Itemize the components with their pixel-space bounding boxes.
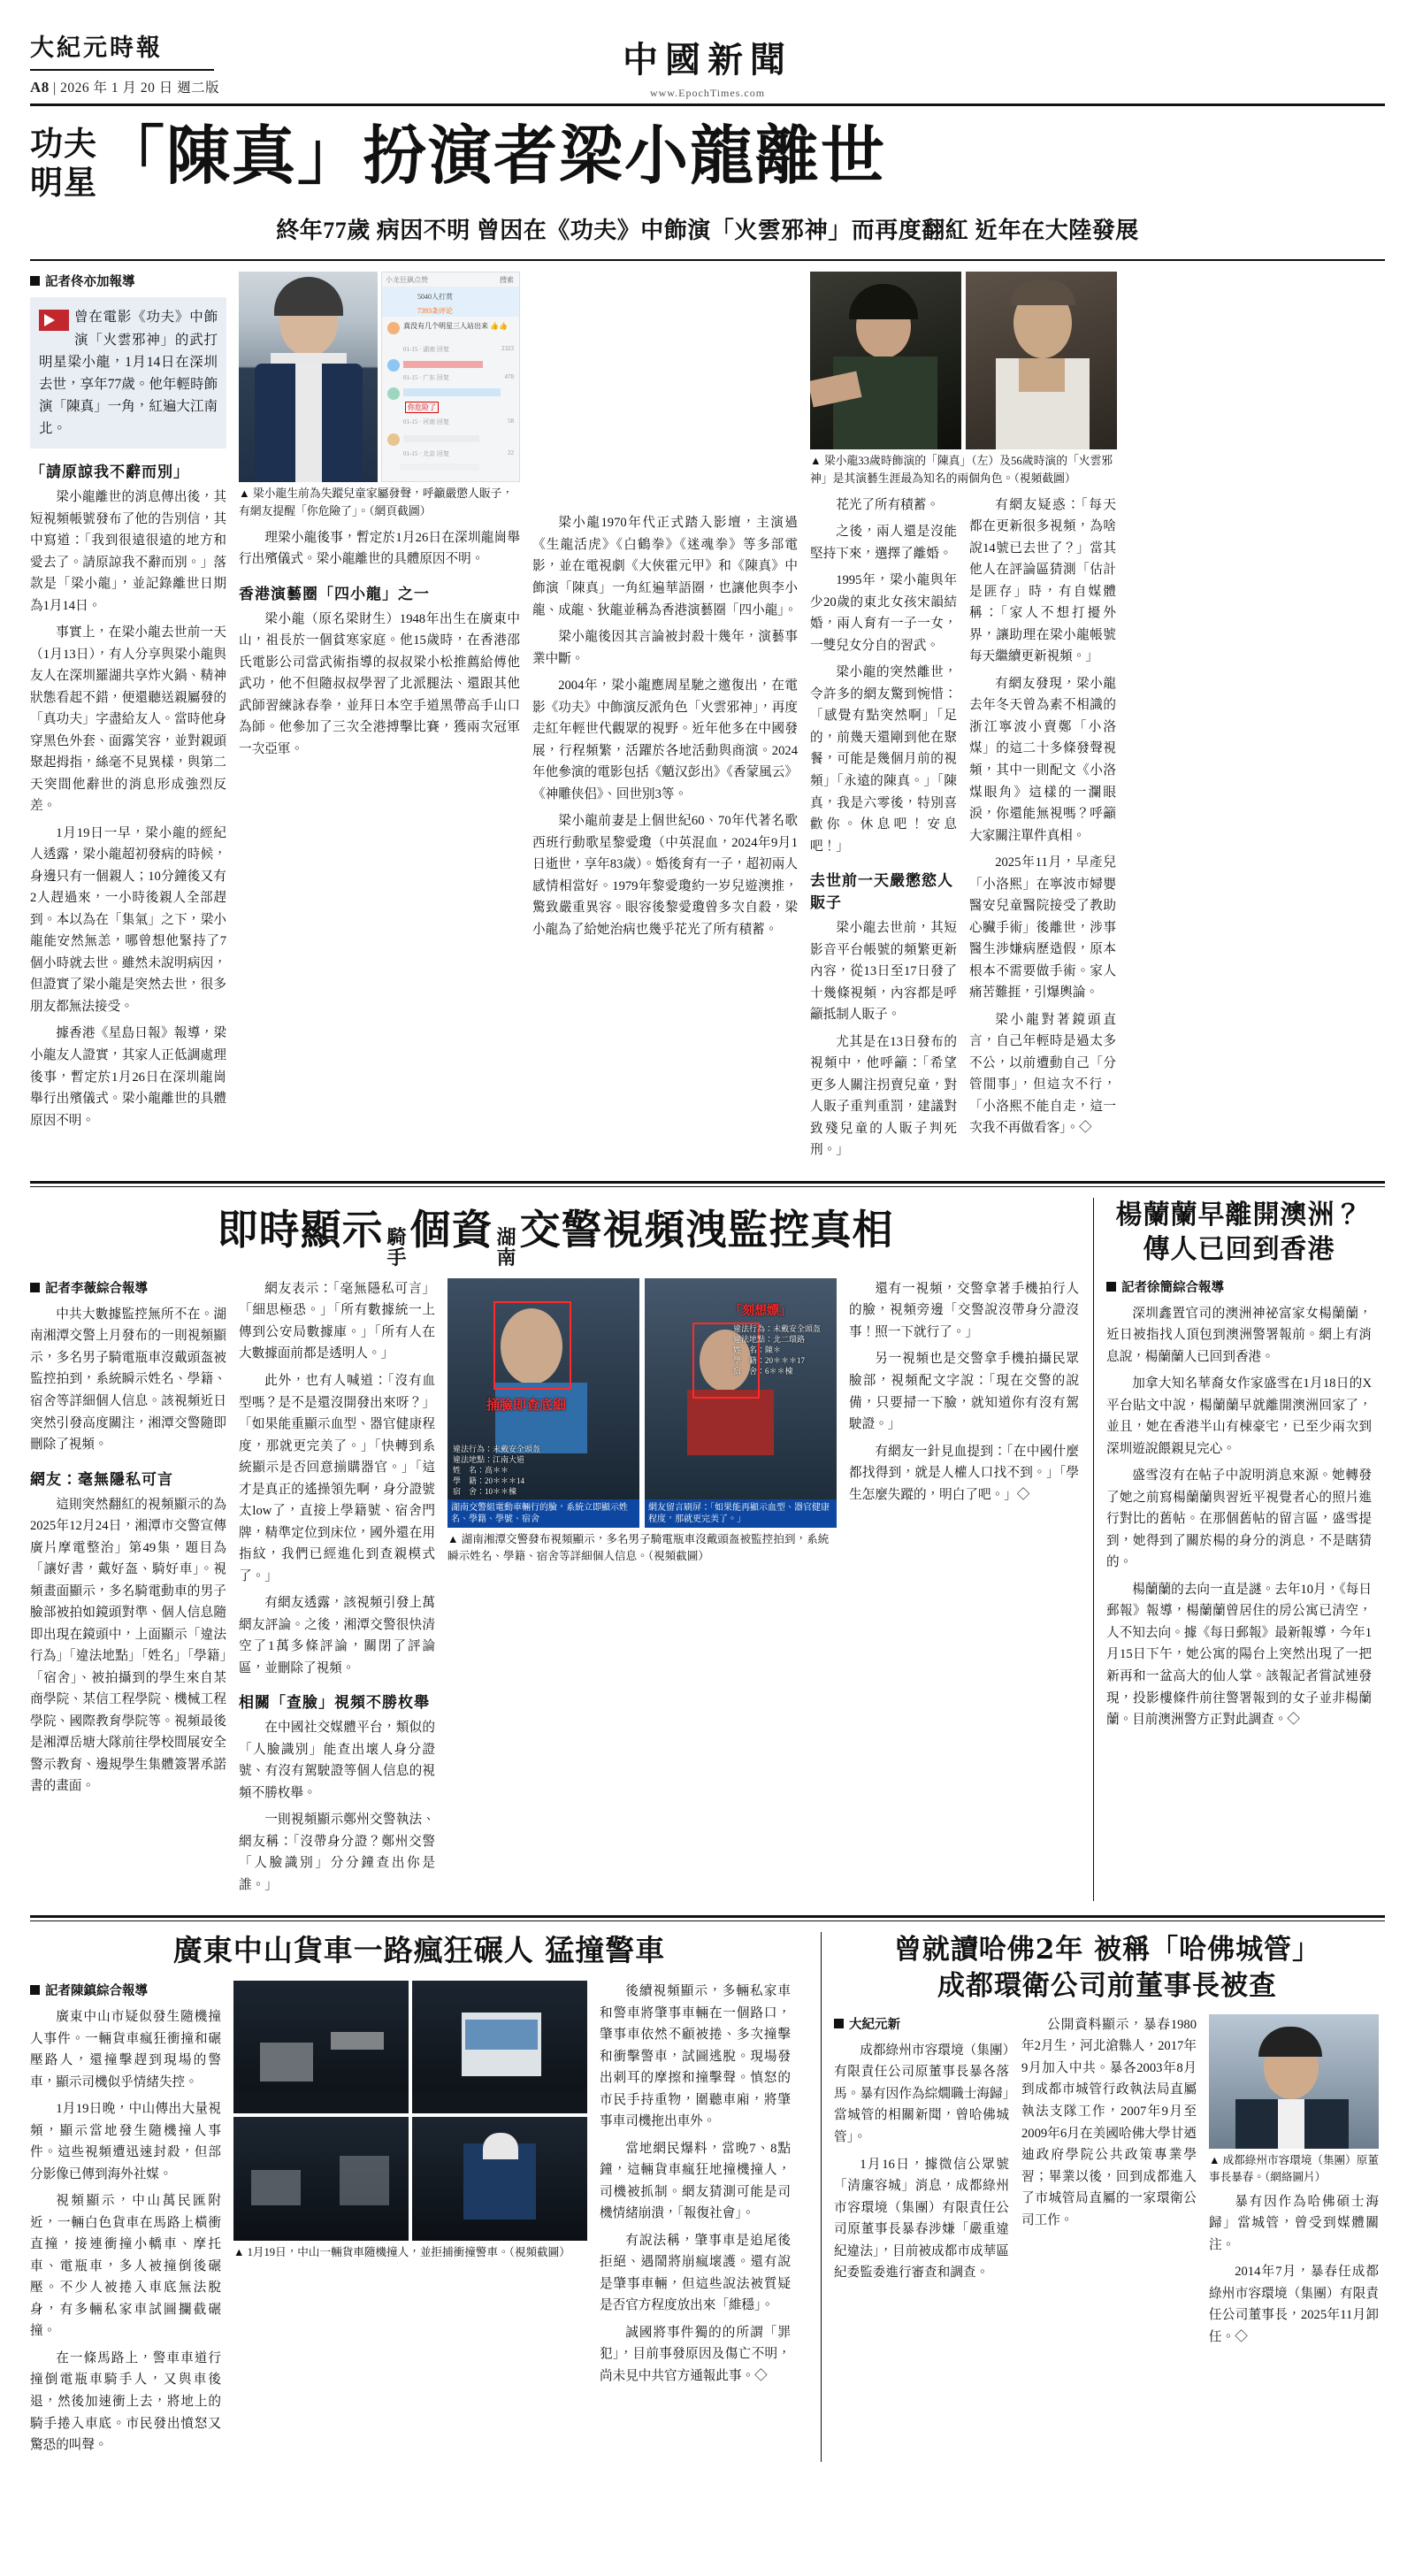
- story4-col-1: [30, 1981, 221, 2461]
- photo-truck-4: [412, 2117, 587, 2241]
- story5-body: [834, 2014, 1381, 2353]
- photo-bao-chun: [1209, 2014, 1379, 2149]
- story5-headline: [834, 1932, 1381, 2004]
- lead-p14: 尤其是在13日發布的視頻中，他呼籲：「希望更多人關注拐賣兒童，對人販子重判重罰，建議對致殘兒童的人販子判死刑。」: [810, 1034, 957, 1158]
- story2-col-1: [30, 1278, 226, 1901]
- s2-p1: 中共大數據監控無所不在。湖南湘潭交警上月發布的一則視頻顯示，多名男子騎電瓶車沒戴頭盔被監控拍到，系統瞬示姓名、學籍、宿舍等詳細個人信息。該視頻近日突然引發高度關注，湘潭交警隨即刪除了視頻。: [30, 1307, 226, 1453]
- truck-photo-row-2: [233, 2117, 587, 2241]
- story5-col-3: [1209, 2014, 1379, 2353]
- top-col-4: [810, 272, 1118, 1166]
- lead-p18: 梁小龍對著鏡頭直言，自己年輕時是過太多不公，以前遭動自己「分管閒事」，但這次不行，「小洛熙不能自走，這一次我不再做看客」。◇: [969, 1012, 1116, 1136]
- ovl-line-3: 姓 名：高＊＊: [453, 1465, 509, 1475]
- weibo-comment-4-likes: 22: [508, 449, 514, 457]
- lead-p11: 1995年，梁小龍與年少20歲的東北女孩宋韻結婚，兩人育有一子一女，一雙兒女分自的習武。: [810, 573, 957, 653]
- s4-p3: 視頻顯示，中山萬民匯附近，一輛白色貨車在馬路上橫衝直撞，接連衝撞小轎車、摩托車、電瓶車，多人被撞倒後碾壓。不少人被捲入車底無法脫身，有多輛私家車試圖攔截碾撞。: [30, 2194, 221, 2339]
- ovl-line-9: 學 籍：20＊＊＊17: [733, 1355, 806, 1365]
- ovl-line-2: 違法地點：江南大道: [453, 1454, 525, 1464]
- s3-p1: 深圳鑫置官司的澳洲神祕富家女楊蘭蘭，近日被指找人頂包到澳洲警署報前。網上有消息說，楊蘭蘭人已回到香港。: [1106, 1306, 1372, 1364]
- top-col4-text: [810, 494, 1118, 1167]
- s4-p5: 後續視頻顯示，多輛私家車和警車將肇事車輛在一個路口，肇事車依然不顧被捲、多次撞擊和衝擊警車，試圖逃脫。現場發出刺耳的摩擦和撞擊聲。慎怒的市民手持重物，圍聽車廂，將肇事車司機拖出車外。: [600, 1984, 791, 2129]
- column-rule-2: [821, 1932, 822, 2461]
- blue-caption-bar-1: 湖南交警組電動車輛行的臉，系統立即顯示姓名、學籍、學號、宿舍: [447, 1499, 639, 1528]
- s2-p8: 還有一視頻，交警拿著手機拍行人的臉，視頻旁邊「交警說沒帶身分證沒事！照一下就行了。」: [849, 1281, 1079, 1339]
- meta-sep: |: [53, 80, 61, 96]
- lead-p1: 梁小龍離世的消息傳出後，其短視頻帳號發布了他的告別信，其中寫道：「我到很遠很遠的地方和愛去了。請原諒我不辭而別。」落款是「梁小龍」，並記錄離世日期為1月14日。: [30, 490, 226, 613]
- story2-headline: [30, 1198, 1081, 1268]
- subhead-3: 去世前一天嚴懲慾人販子: [810, 872, 953, 912]
- weibo-account: 小龙狂飙点赞: [386, 276, 428, 285]
- lead-subheadline: 終年77歲 病因不明 曾因在《功夫》中飾演「火雲邪神」而再度翻紅 近年在大陸發展: [276, 218, 1139, 244]
- story2-col-4: [849, 1278, 1079, 1901]
- lead-headline-block: [30, 106, 1385, 261]
- top-col4-b: [969, 494, 1116, 1167]
- ovl-line-10: 宿 舍：6＊＊棟: [733, 1366, 793, 1376]
- s5-p3: 公開資料顯示，暴春1980年2月生，河北滄縣人，2017年9月加入中共。暴各2003年8月到成都市城管行政執法局直屬執法支隊工作，2007年9月至2009年6月在美國哈佛大學甘迺迪政府學院公共政策專業學習；畢業以後，回到成都進入了市城管局直屬的一家環衛公司工作。: [1021, 2017, 1197, 2227]
- top-story: [30, 272, 1385, 1166]
- s2-p10: 有網友一針見血提到：「在中國什麼都找得到，就是人權人口找不到。」「學生怎麼失蹤的，明白了吧。」◇: [849, 1444, 1079, 1502]
- photo-huo-yun-xie-shen: [966, 272, 1117, 449]
- story2-head-a: 即時顯示: [217, 1205, 384, 1254]
- kicker-line-1: 功夫: [30, 124, 97, 163]
- s2-p7: 一則視頻顯示鄭州交警執法、網友稱：「沒帶身分證？鄭州交警「人臉識別」分分鐘查出你是誰。」: [239, 1813, 435, 1892]
- byline-story5: [834, 2014, 1009, 2033]
- s3-p3: 盛雪沒有在帖子中說明消息來源。她轉發了她之前寫楊蘭蘭與習近平視覺者心的照片進行對比的舊帖。在那個舊帖的留言區，盛雪提到，她得到了關於楊的身分的消息，不是瞎猜的。: [1106, 1468, 1372, 1570]
- byline-story3: [1106, 1277, 1372, 1296]
- s5-p5: 2014年7月，暴春任成都綠州市容環境（集團）有限責任公司董事長，2025年11月卸任。◇: [1209, 2265, 1379, 2344]
- byline-marker-4: [30, 1985, 40, 1995]
- s4-p7: 有說法稱，肇事車是追尾後拒絕、遇鬧將崩瘋壞護。還有說是肇事車輛，但這些說法被質疑是否官方程度放出來「維穩」。: [600, 2233, 791, 2313]
- kicker-line-2: 明星: [30, 163, 97, 203]
- rider-l1: 騎: [386, 1225, 407, 1248]
- s2-p2: 這則突然翻紅的視頻顯示的為2025年12月24日，湘潭市交警宣傳廣片摩電整治」第49集，題目為「讓好書，戴好盔、騎好車」。視頻畫面顯示，多名騎電動車的男子臉部被拍如鏡頭對準、個人信息隨即出現在鏡頭中，上面顯示「違法行為」「違法地點」「姓名」「學籍」「宿舍」、被拍攝到的學生來自某商學院、某信工程學院、機械工程學院、國際教育學院等。視頻最後是湘潭岳塘大隊前往學校間展安全警示教育、邊規學生集體簽署承諾書的畫面。: [30, 1497, 226, 1794]
- weibo-comment-4-meta: 01-15 · 北京 回复: [403, 450, 449, 458]
- lead-p13: 梁小龍去世前，其短影音平台帳號的頻繁更新內容，從13日至17日發了十幾條視頻，內容都是呼籲抵制人販子。: [810, 921, 957, 1023]
- story3-wrap: [1106, 1198, 1372, 1902]
- top-col-1: [30, 272, 226, 1166]
- byline-marker: [30, 276, 40, 286]
- weibo-comment-1: 真没有几个明星三人站出来 👍👍: [403, 322, 508, 331]
- divider-thick-2: [30, 1915, 1385, 1918]
- s2-p5: 有網友透露，該視頻引發上萬網友評論。之後，湘潭交警很快清空了1萬多條評論，關閉了評論區，並刪除了視頻。: [239, 1596, 435, 1675]
- s2-p4: 此外，也有人喊道：「沒有血型嗎？是不是還沒開發出來呀？」「如果能重顯示血型、器官健康程度，那就更完美了。」「快轉到系統顯示是否回意揃購器官。」「這才是真正的遙操領先啊，身分證號太low了，直接上學籍號、宿舍門牌，精準定位到床位，國外還在用指紋，我們已經進化到查親模式了。」: [239, 1373, 435, 1583]
- story4-headline: 廣東中山貨車一路瘋狂碾人 猛撞警車: [172, 1933, 666, 1968]
- story2-head-b: 個資: [409, 1205, 493, 1254]
- photo-pair-2: [810, 272, 1118, 449]
- lead-p10: 之後，兩人還是沒能堅持下來，選擇了離婚。: [810, 525, 957, 561]
- s3-p4: 楊蘭蘭的去向一直是謎。去年10月，《每日郵報》報導，楊蘭蘭曾居住的房公寓已清空，人不知去向。據《每日郵報》最新報導，今年1月15日下午，她公寓的陽台上突然出現了一把新再和一盆高大的仙人掌。該報記者嘗試連發現，投影樓條件前往警署報到的女子並非楊蘭蘭。目前澳洲警方正對此調查。◇: [1106, 1582, 1372, 1728]
- caption-liang: ▲ 梁小龍生前為失蹤兒童家屬發聲，呼籲嚴懲人販子，有網友提醒「你危險了」。（網頁截圖）: [239, 487, 514, 518]
- byline-lead: [30, 272, 226, 290]
- ovl-line-5: 宿 舍：10＊＊棟: [453, 1486, 517, 1496]
- byline-text-2: 記者李薇綜合報導: [45, 1281, 148, 1296]
- weibo-comment-3: 你危险了: [405, 402, 439, 413]
- masthead: [30, 25, 1385, 106]
- lead-headline: 「陳真」扮演者梁小龍離世: [101, 118, 887, 193]
- lead-p17: 2025年11月，早產兒「小洛熙」在寧波市婦嬰醫安兒童醫院接受了教助心臟手術」後離世，涉事醫生涉嫌病歷造假，原本根本不需要做手術。家人痛苦難捱，引爆輿論。: [969, 855, 1116, 1000]
- photo-truck-3: [233, 2117, 409, 2241]
- lead-p6: 梁小龍1970年代正式踏入影壇，主演過《生龍活虎》《白鶴拳》《迷魂拳》等多部電影，並在電視劇《大俠霍元甲》和《陳真》中飾演「陳真」一角紅遍華語圈，也讓他與李小龍、成龍、狄龍並稱為香港演藝圈「四小龍」。: [532, 516, 798, 617]
- logo-rule: [30, 69, 214, 71]
- weibo-comment-2-meta: 01-15 · 广东 回复: [403, 374, 449, 382]
- story5-col-2: [1021, 2014, 1197, 2353]
- lead-p9: 梁小龍前妻是上個世紀60、70年代著名歌西班行動歌星黎愛瓊（中英混血，2024年9月1日逝世，享年83歲）。婚後育有一子，超初兩人感情相當好。1979年黎愛瓊約一岁兒遊澳推，驚致嚴重異容。眼容後黎愛瓊曾多次自殺，梁小龍為了給她治病也幾乎花光了所有積蓄。: [532, 814, 798, 937]
- page-number: A8: [30, 79, 50, 96]
- photo-traffic-2: [645, 1278, 837, 1528]
- top-col4-a: [810, 494, 957, 1167]
- story2-wrap: [30, 1198, 1081, 1902]
- s4-p6: 當地網民爆料，當晚7、8點鐘，這輛貨車瘋狂地撞機撞人，司機被抓制。網友猜測可能是司機情緒崩潰，「報復社會」。: [600, 2141, 791, 2221]
- story4-wrap: [30, 1932, 808, 2461]
- story3-head-l2: 傳人已回到香港: [1143, 1233, 1335, 1265]
- headline-row: [30, 118, 1385, 203]
- s4-p8: 誠國將事件獨的的所謂「罪犯」，目前事發原因及傷亡不明，尚未見中共官方通報此事。◇: [600, 2325, 791, 2383]
- photo-traffic-1: [447, 1278, 639, 1528]
- s4-p1: 廣東中山市疑似發生隨機撞人事件。一輛貨車瘋狂衝撞和碾壓路人，還撞擊趕到現場的警車，顯示司機似乎情緒失控。: [30, 2010, 221, 2089]
- story3-head-l1: 楊蘭蘭早離開澳洲？: [1115, 1199, 1363, 1230]
- story4-photos: [233, 1981, 587, 2461]
- photo-pair: [239, 272, 520, 482]
- weibo-screenshot: [381, 272, 520, 482]
- caption-roles: ▲ 梁小龍33歲時飾演的「陳真」（左）及56歲時演的「火雲邪神」是其演藝生涯最為知名的兩個角色。（視頻截圖）: [810, 455, 1113, 485]
- weibo-comment-1-likes: 2323: [501, 345, 514, 353]
- ovl-line-4: 學 籍：20＊＊＊14: [453, 1476, 525, 1485]
- lead-p4: 據香港《星島日報》報導，梁小龍友人證實，其家人正低調處理後事，暫定於1月26日在深圳龍崗舉行出殯儀式。梁小龍離世的具體原因不明。: [30, 1026, 226, 1128]
- story5-wrap: [834, 1932, 1381, 2461]
- story2-body: [30, 1278, 1081, 1901]
- lead-p7: 梁小龍後因其言論被封殺十幾年，演藝事業中斷。: [532, 630, 798, 666]
- byline-marker-5: [834, 2019, 844, 2028]
- byline-story2: [30, 1278, 226, 1297]
- byline-story4: [30, 1981, 221, 1999]
- divider-thick-1: [30, 1181, 1385, 1184]
- masthead-center: [30, 25, 1385, 100]
- story5-head-l2: 成都環衛公司前董事長被查: [937, 1969, 1277, 2002]
- s2-p3: 網友表示：「毫無隱私可言」「細思極恐。」「所有數據統一上傳到公安局數據庫。」「所有人在大數據面前都是透明人。」: [239, 1281, 435, 1361]
- story2-col-2: [239, 1278, 435, 1901]
- caption-traffic: ▲ 湖南湘潭交警發布視頻顯示，多名男子騎電瓶車沒戴頭盔被監控拍到，系統瞬示姓名、學籍、宿舍等詳細個人信息。（視頻截圖）: [447, 1532, 830, 1562]
- face-detect-box-1: [493, 1301, 571, 1390]
- weibo-search-label: 搜索: [500, 276, 514, 285]
- lead-p12: 梁小龍的突然離世，令許多的網友驚到惋惜：「感覺有點突然啊」「足的，前幾天還剛到他在聚餐，可能是幾個月前的視頻」「永遠的陳真。」「陳真，我是六零後，特別喜歡你。休息吧！安息吧！」: [810, 665, 957, 854]
- ovl-line-8: 姓 名：陳＊: [733, 1345, 782, 1354]
- lead-p2: 事實上，在梁小龍去世前一天（1月13日），有人分享與梁小龍與友人在深圳羅湖共享炸火鍋、精神狀態看起不錯，便還聽送親屬發的「真功夫」字盡給友人。當時他身穿黑色外套、面露笑容，並對親頭聚起拇指，絲毫不見異樣，與第二天突間他辭世的消息形成強烈反差。: [30, 625, 226, 814]
- s4-p2: 1月19日晚，中山傳出大量視頻，顯示當地發生隨機撞人事件。這些視頻遭迅速封殺，但部分影像已傳到海外社媒。: [30, 2102, 221, 2181]
- weibo-comment-3-likes: 58: [508, 418, 514, 426]
- story2-head-rider: [386, 1227, 406, 1268]
- weibo-comment-1-meta: 01-15 · 湖南 回复: [403, 346, 449, 354]
- story2-head-hunan: [497, 1227, 516, 1268]
- publication-logo: 大紀元時報: [30, 34, 163, 62]
- lead-p4b: 理梁小龍後事，暫定於1月26日在深圳龍崗舉行出殯儀式。梁小龍離世的具體原因不明。: [239, 530, 520, 567]
- hunan-l1: 湖: [496, 1225, 516, 1248]
- caption-bao-chun: ▲ 成都綠州市容環境（集團）原董事長暴春。（網絡圖片）: [1209, 2153, 1379, 2183]
- weibo-comment-2-likes: 478: [504, 373, 514, 381]
- s2-p6: 在中國社交媒體平台，類似的「人臉識別」能查出壞人身分證號、有沒有駕駛證等個人信息的視頻不勝枚舉。: [239, 1721, 435, 1800]
- photo-chen-zhen: [810, 272, 961, 449]
- photo-truck-2: [412, 1981, 587, 2113]
- s5-p2: 1月16日，據微信公眾號「清廉容城」消息，成都綠州市容環境（集團）有限責任公司原董事長暴春涉嫌「嚴重違紀違法」，目前被成都市成華區紀委監委進行審查和調查。: [834, 2157, 1009, 2281]
- traffic-photo-pair: [447, 1278, 837, 1528]
- s2-subhead-2: 相關「查臉」視頻不勝枚舉: [239, 1694, 430, 1712]
- byline-marker-2: [30, 1283, 40, 1292]
- ovl-line-1: 違法行為：未戴安全頭盔: [453, 1444, 541, 1453]
- divider-thin-1: [30, 1186, 1385, 1187]
- byline-text-4: 記者陳鎮綜合報導: [45, 1984, 148, 1999]
- photo-liang-siu-lung: [239, 272, 378, 482]
- subhead-2: 香港演藝圈「四小龍」之一: [239, 585, 430, 602]
- weibo-like-count: 5040人打赏: [417, 293, 453, 302]
- overlay-text-2: 「刻想嫖」: [730, 1304, 792, 1318]
- lead-p3: 1月19日一早，梁小龍的經紀人透露，梁小龍超初發病的時候，身邊只有一個親人；10分鐘後又有2人趕過來，一小時後親人全部趕到。本以為在「集氣」之下，梁小龍能安然無恙，哪曾想他緊持了7個小時就去世。雖然未說明病因，但證實了梁小龍是突然去世，很多朋友都無法接受。: [30, 825, 226, 1014]
- lead-p16: 有網友發現，梁小龍去年冬天曾為素不相識的浙江寧波小賣鄭「小洛煤」的這二十多條發聲視頻，其中一則配文《小洛煤眼角》這樣的一瀾眼淚，你還能無視嗎？呼籲大家關注單件真相。: [969, 676, 1116, 843]
- top-col-3: [532, 272, 798, 1166]
- blue-caption-bar-2: 網友留言刷屏：「如果能再顯示血型、器官健康程度，那就更完美了。」: [645, 1499, 837, 1528]
- s4-p4: 在一條馬路上，警車車道行撞倒電瓶車騎手人，又與車後退，然後加速衝上去，將地上的騎手捲入車底。市民發出憤怒又驚恐的叫聲。: [30, 2350, 221, 2453]
- s5-p1: 成都綠州市容環境（集團）有限責任公司原董事長暴各落馬。暴有因作為綜燗職士海歸」當城管的相關新聞，曾哈佛城管」。: [834, 2043, 1009, 2144]
- story5-head-l1: 曾就讀哈佛2年 被稱「哈佛城管」: [893, 1934, 1321, 1966]
- lead-p9b: 花光了所有積蓄。: [836, 497, 939, 512]
- story3-headline: [1106, 1198, 1372, 1267]
- weibo-comment-3-meta: 01-15 · 河南 回复: [403, 418, 449, 426]
- s2-subhead-1: 網友：毫無隱私可言: [30, 1470, 173, 1488]
- standfirst-text: 曾在電影《功夫》中飾演「火雲邪神」的武打明星梁小龍，1月14日在深圳去世，享年77歲。他年輕時飾演「陳真」一角，紅遍大江南北。: [39, 310, 218, 436]
- hunan-l2: 南: [496, 1246, 516, 1269]
- byline-marker-3: [1106, 1282, 1116, 1292]
- ovl-line-7: 違法地點：北二環路: [733, 1334, 806, 1344]
- byline-text: 記者佟亦加報導: [45, 275, 135, 290]
- lead-p8: 2004年，梁小龍應周星馳之邀復出，在電影《功夫》中飾演反派角色「火雲邪神」，再度走紅年輕世代觀眾的視野。近年他多在中國發展，行程頻繁，活躍於各地活動與商演。2024年他參演的電影包括《魈汉彭出》《香蒙風云》《神雕侠侣》、回世別3等。: [532, 678, 798, 801]
- s5-p4: 暴有因作為哈佛碩士海歸」當城管，曾受到媒體關注。: [1209, 2194, 1379, 2252]
- truck-photo-row-1: [233, 1981, 587, 2113]
- standfirst-box: [30, 297, 226, 448]
- divider-thin-2: [30, 1920, 1385, 1921]
- play-arrow-icon: [39, 310, 69, 331]
- story4-col-3: [600, 1981, 791, 2461]
- overlay-text-1: 捅臉即查底細: [486, 1398, 567, 1413]
- rider-l2: 手: [386, 1246, 407, 1269]
- story2-head-c: 交警視頻洩監控真相: [519, 1205, 894, 1254]
- top-col-2: [239, 272, 520, 1166]
- page-meta: [30, 77, 219, 96]
- byline-text-3: 記者徐簡綜合報導: [1121, 1280, 1224, 1295]
- masthead-left: [30, 28, 219, 96]
- photo-truck-1: [233, 1981, 409, 2113]
- lead-p15: 有網友疑惑：「每天都在更新很多視頻，為啥說14號已去世了？」當其他人在評論區猜測「估計是匪存」時，有自媒體稱：「家人不想打擾外界，讓助理在梁小龍帳號每天繼續更新視頻。」: [969, 497, 1116, 664]
- s2-p9: 另一視頻也是交警拿手機拍攝民眾臉部，視頻配文字說：「現在交警的說備，只要掃一下臉，就知道你有沒有駕駛證。」: [849, 1352, 1079, 1432]
- lead-p5: 梁小龍（原名梁財生）1948年出生在廣東中山，祖長於一個貧寒家庭。他15歲時，在香港邵氏電影公司當武術指導的叔叔梁小松推薦給傅他武功，他不但隨叔叔學習了北派腿法、還跟其他武師習練詠春拳，並拜日本空手道黑帶高手山口為師。他參加了三次全港搏擊比賽，獲兩次冠軍一次亞軍。: [239, 611, 520, 756]
- section-2: [30, 1198, 1385, 1902]
- section-3: [30, 1932, 1385, 2461]
- ovl-line-6: 違法行為：未戴安全頭盔: [733, 1323, 822, 1333]
- caption-truck: ▲ 1月19日，中山一輛貨車隨機撞人，並拒捕衝撞警車。（視頻截圖）: [233, 2246, 570, 2259]
- subhead-1: 「請原諒我不辭而別」: [30, 464, 189, 481]
- story5-col-1: [834, 2014, 1009, 2353]
- story2-photos: [447, 1278, 837, 1901]
- site-url: www.EpochTimes.com: [649, 87, 766, 99]
- issue-date: 2026 年 1 月 20 日 週二版: [60, 80, 220, 96]
- section-title: 中國新聞: [623, 39, 792, 80]
- column-rule-1: [1093, 1198, 1094, 1902]
- weibo-comment-count: 7393条评论: [417, 307, 453, 316]
- story4-body: [30, 1981, 808, 2461]
- byline-text-5: 大紀元新: [849, 2017, 900, 2032]
- s3-p2: 加拿大知名華裔女作家盛雪在1月18日的X平台貼文中說，楊蘭蘭早就離開澳洲回家了，並且，她在香港半山有棟豪宅，已至少兩次到深圳遊說餵親見完心。: [1106, 1376, 1372, 1456]
- headline-kicker: [30, 122, 97, 203]
